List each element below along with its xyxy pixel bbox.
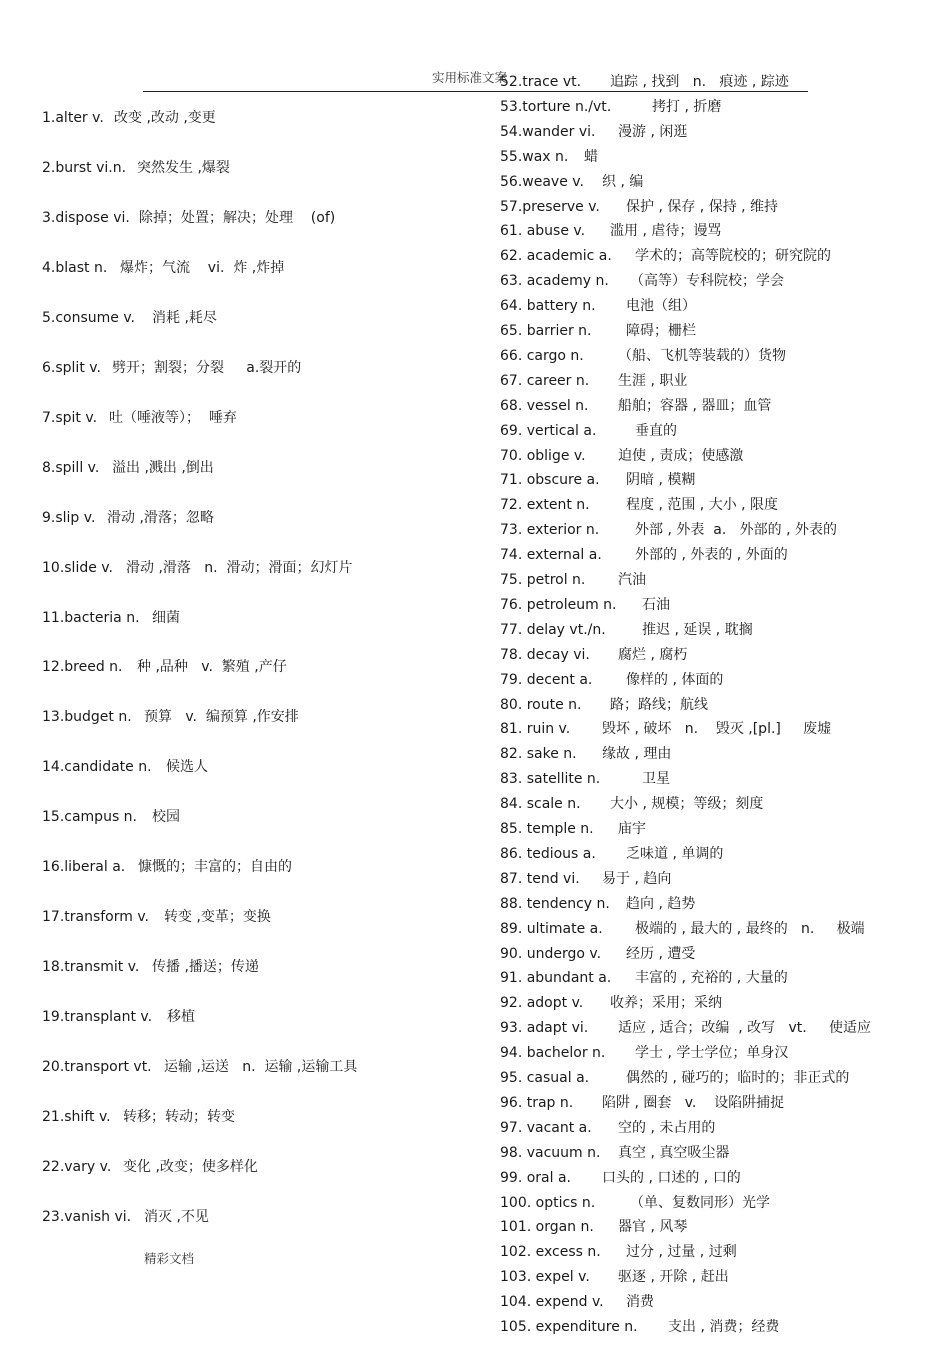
vocab-definition: 石油: [642, 597, 670, 613]
vocab-term: 98. vacuum n.: [500, 1145, 601, 1161]
vocab-entry: [500, 720, 831, 738]
vocab-term: 4.blast n.: [42, 260, 108, 276]
vocab-definition: 转变 ,变革；变换: [164, 909, 271, 925]
vocab-term: 83. satellite n.: [500, 771, 601, 787]
vocab-definition: 候选人: [166, 759, 208, 775]
vocab-definition: 易于 , 趋向: [602, 871, 672, 887]
vocab-term: 2.burst vi.n.: [42, 160, 127, 176]
vocab-entry: [500, 372, 687, 390]
vocab-definition: （高等）专科院校；学会: [630, 273, 784, 289]
vocab-term: 91. abundant a.: [500, 970, 612, 986]
vocab-entry: [500, 247, 831, 265]
vocab-definition: 外部 , 外表 a. 外部的 , 外表的: [635, 522, 837, 538]
vocab-definition: 推迟 , 延误 , 耽搁: [642, 622, 753, 638]
vocab-entry: [42, 259, 284, 277]
vocab-entry: [500, 969, 788, 987]
vocab-definition: 学术的；高等院校的；研究院的: [635, 248, 831, 264]
vocab-term: 11.bacteria n.: [42, 610, 140, 626]
vocab-term: 82. sake n.: [500, 746, 577, 762]
vocab-entry: [500, 1019, 871, 1037]
vocab-entry: [500, 98, 721, 116]
vocab-definition: 溢出 ,溅出 ,倒出: [112, 460, 214, 476]
vocab-entry: [500, 571, 646, 589]
vocab-definition: 生涯 , 职业: [618, 373, 688, 389]
vocab-term: 90. undergo v.: [500, 946, 602, 962]
vocab-term: 23.vanish vi.: [42, 1209, 132, 1225]
vocab-term: 72. extent n.: [500, 497, 590, 513]
vocab-definition: 收养；采用；采纳: [610, 995, 722, 1011]
vocab-term: 5.consume v.: [42, 310, 136, 326]
vocab-term: 86. tedious a.: [500, 846, 596, 862]
vocab-entry: [500, 895, 695, 913]
vocab-term: 75. petrol n.: [500, 572, 586, 588]
vocab-entry: [500, 696, 708, 714]
vocab-entry: [42, 309, 217, 327]
vocab-entry: [42, 209, 335, 227]
vocab-definition: 障碍；栅栏: [626, 323, 696, 339]
vocab-definition: 校园: [152, 809, 180, 825]
vocab-definition: 漫游 , 闲逛: [618, 124, 688, 140]
vocab-definition: 电池（组）: [626, 298, 696, 314]
vocab-term: 81. ruin v.: [500, 721, 571, 737]
vocab-definition: 船舶；容器 , 器皿；血管: [618, 398, 772, 414]
vocab-term: 97. vacant a.: [500, 1120, 592, 1136]
vocab-entry: [42, 1158, 258, 1176]
vocab-definition: 卫星: [642, 771, 670, 787]
vocab-entry: [500, 1119, 715, 1137]
vocab-term: 68. vessel n.: [500, 398, 589, 414]
vocab-definition: 偶然的 , 碰巧的；临时的；非正式的: [626, 1070, 850, 1086]
vocab-definition: 吐（唾液等）； 唾弃: [109, 410, 237, 426]
vocab-term: 15.campus n.: [42, 809, 138, 825]
vocab-definition: 运输 ,运送 n. 运输 ,运输工具: [164, 1059, 358, 1075]
vocab-definition: 路；路线；航线: [610, 697, 708, 713]
vocab-entry: [500, 770, 670, 788]
vocab-entry: [500, 272, 784, 290]
vocab-term: 53.torture n./vt.: [500, 99, 612, 115]
vocab-term: 3.dispose vi.: [42, 210, 130, 226]
vocab-entry: [42, 1058, 357, 1076]
vocab-definition: 蜡: [584, 149, 598, 165]
vocab-definition: 消耗 ,耗尽: [152, 310, 217, 326]
vocab-term: 62. academic a.: [500, 248, 612, 264]
vocab-entry: [500, 920, 865, 938]
vocab-definition: 程度 , 范围 , 大小 , 限度: [626, 497, 779, 513]
vocab-definition: 驱逐 , 开除 , 赶出: [618, 1269, 729, 1285]
vocab-entry: [500, 297, 696, 315]
vocab-definition: 陷阱 , 圈套 v. 设陷阱捕捉: [602, 1095, 785, 1111]
vocab-term: 74. external a.: [500, 547, 602, 563]
vocab-entry: [500, 447, 743, 465]
vocab-definition: 趋向 , 趋势: [626, 896, 696, 912]
vocab-entry: [500, 945, 695, 963]
vocab-entry: [500, 148, 598, 166]
vocab-term: 17.transform v.: [42, 909, 149, 925]
vocab-term: 64. battery n.: [500, 298, 596, 314]
vocab-term: 88. tendency n.: [500, 896, 610, 912]
vocab-term: 78. decay vi.: [500, 647, 590, 663]
vocab-term: 92. adopt v.: [500, 995, 584, 1011]
vocab-entry: [500, 1293, 654, 1311]
vocab-term: 66. cargo n.: [500, 348, 584, 364]
vocab-entry: [42, 808, 180, 826]
vocab-definition: 丰富的 , 充裕的 , 大量的: [635, 970, 788, 986]
vocab-entry: [500, 521, 837, 539]
vocab-entry: [500, 820, 646, 838]
vocab-definition: 过分 , 过量 , 过剩: [626, 1244, 737, 1260]
vocab-definition: 庙宇: [618, 821, 646, 837]
vocab-definition: 滥用 , 虐待；谩骂: [610, 223, 722, 239]
vocab-entry: [500, 845, 723, 863]
vocab-definition: 消灭 ,不见: [144, 1209, 209, 1225]
vocab-definition: 追踪 , 找到 n. 痕迹 , 踪迹: [610, 74, 789, 90]
vocab-entry: [42, 609, 180, 627]
vocab-definition: 极端的 , 最大的 , 最终的 n. 极端: [635, 921, 865, 937]
vocab-term: 73. exterior n.: [500, 522, 600, 538]
vocab-definition: 缘故 , 理由: [602, 746, 672, 762]
vocab-entry: [500, 322, 696, 340]
vocab-entry: [500, 621, 753, 639]
vocab-term: 95. casual a.: [500, 1070, 590, 1086]
vocab-definition: 经历 , 遭受: [626, 946, 696, 962]
vocab-term: 93. adapt vi.: [500, 1020, 589, 1036]
vocab-entry: [500, 1318, 779, 1336]
vocab-entry: [42, 359, 301, 377]
vocab-term: 77. delay vt./n.: [500, 622, 606, 638]
vocab-entry: [42, 1008, 195, 1026]
vocab-definition: 真空 , 真空吸尘器: [618, 1145, 730, 1161]
vocab-term: 65. barrier n.: [500, 323, 592, 339]
vocab-entry: [42, 109, 216, 127]
vocab-entry: [500, 1044, 788, 1062]
vocab-entry: [500, 1243, 737, 1261]
vocab-definition: 移植: [167, 1009, 195, 1025]
vocab-definition: 劈开；割裂；分裂 a.裂开的: [112, 360, 302, 376]
vocab-entry: [500, 646, 687, 664]
vocab-term: 70. oblige v.: [500, 448, 586, 464]
vocab-definition: 除掉；处置；解决；处理 (of): [139, 210, 336, 226]
vocab-definition: 像样的 , 体面的: [626, 672, 724, 688]
vocab-entry: [500, 596, 670, 614]
vocab-entry: [500, 73, 789, 91]
vocab-definition: 细菌: [152, 610, 180, 626]
vocab-entry: [42, 658, 287, 676]
vocab-definition: 滑动 ,滑落 n. 滑动；滑面；幻灯片: [126, 560, 353, 576]
vocab-entry: [500, 870, 671, 888]
vocab-definition: 织 , 编: [602, 174, 644, 190]
vocab-entry: [500, 1094, 784, 1112]
vocab-definition: 种 ,品种 v. 繁殖 ,产仔: [137, 659, 287, 675]
vocab-definition: 垂直的: [635, 423, 677, 439]
vocab-entry: [500, 222, 721, 240]
vocab-definition: 滑动 ,滑落；忽略: [107, 510, 214, 526]
vocab-term: 101. organ n.: [500, 1219, 594, 1235]
vocab-term: 8.spill v.: [42, 460, 100, 476]
vocab-definition: 外部的 , 外表的 , 外面的: [635, 547, 788, 563]
vocab-term: 57.preserve v.: [500, 199, 600, 215]
vocab-definition: 口头的 , 口述的 , 口的: [602, 1170, 741, 1186]
vocab-entry: [500, 347, 786, 365]
vocab-definition: 变化 ,改变；使多样化: [123, 1159, 258, 1175]
vocab-term: 12.breed n.: [42, 659, 123, 675]
vocab-definition: 学士 , 学士学位；单身汉: [635, 1045, 789, 1061]
vocab-entry: [42, 159, 230, 177]
vocab-term: 14.candidate n.: [42, 759, 152, 775]
vocab-definition: 乏味道 , 单调的: [626, 846, 724, 862]
vocab-entry: [42, 459, 214, 477]
vocab-term: 7.spit v.: [42, 410, 98, 426]
vocab-entry: [500, 397, 771, 415]
vocab-term: 13.budget n.: [42, 709, 132, 725]
vocab-entry: [42, 1208, 209, 1226]
vocab-term: 6.split v.: [42, 360, 101, 376]
vocab-term: 69. vertical a.: [500, 423, 597, 439]
vocab-term: 67. career n.: [500, 373, 590, 389]
vocab-entry: [42, 509, 214, 527]
vocab-entry: [500, 1268, 729, 1286]
vocab-entry: [500, 994, 722, 1012]
vocab-entry: [500, 671, 723, 689]
vocab-definition: 阴暗 , 模糊: [626, 472, 696, 488]
vocab-term: 16.liberal a.: [42, 859, 126, 875]
vocab-entry: [500, 745, 671, 763]
vocab-term: 61. abuse v.: [500, 223, 586, 239]
vocab-entry: [42, 708, 299, 726]
vocab-definition: 大小 , 规模；等级；刻度: [610, 796, 764, 812]
vocab-entry: [42, 409, 237, 427]
vocab-term: 105. expenditure n.: [500, 1319, 638, 1335]
vocab-entry: [500, 198, 778, 216]
vocab-entry: [42, 958, 259, 976]
page-header: 实用标准文案: [432, 70, 508, 85]
vocab-term: 18.transmit v.: [42, 959, 140, 975]
vocab-term: 102. excess n.: [500, 1244, 601, 1260]
vocab-term: 54.wander vi.: [500, 124, 596, 140]
vocab-term: 52.trace vt.: [500, 74, 582, 90]
vocab-entry: [42, 858, 292, 876]
vocab-term: 100. optics n.: [500, 1195, 596, 1211]
vocab-term: 89. ultimate a.: [500, 921, 603, 937]
header-rule: [143, 91, 808, 92]
vocab-term: 104. expend v.: [500, 1294, 604, 1310]
vocab-definition: 汽油: [618, 572, 646, 588]
vocab-term: 103. expel v.: [500, 1269, 590, 1285]
vocab-term: 22.vary v.: [42, 1159, 112, 1175]
vocab-entry: [500, 173, 643, 191]
vocab-definition: 器官 , 风琴: [618, 1219, 688, 1235]
vocab-definition: 消费: [626, 1294, 654, 1310]
vocab-definition: 传播 ,播送；传递: [152, 959, 259, 975]
vocab-definition: 迫使 , 责成；使感激: [618, 448, 744, 464]
vocab-term: 87. tend vi.: [500, 871, 580, 887]
vocab-definition: 改变 ,改动 ,变更: [114, 110, 216, 126]
vocab-definition: 支出 , 消费；经费: [668, 1319, 780, 1335]
vocab-definition: 慷慨的；丰富的；自由的: [138, 859, 292, 875]
vocab-definition: （船、飞机等装载的）货物: [618, 348, 786, 364]
vocab-definition: 腐烂 , 腐朽: [618, 647, 688, 663]
vocab-entry: [500, 422, 677, 440]
vocab-term: 10.slide v.: [42, 560, 113, 576]
vocab-entry: [500, 123, 687, 141]
vocab-entry: [500, 1069, 849, 1087]
vocab-entry: [42, 1108, 235, 1126]
page-footer: 精彩文档: [144, 1251, 195, 1266]
vocab-term: 85. temple n.: [500, 821, 594, 837]
vocab-entry: [500, 496, 778, 514]
vocab-term: 63. academy n.: [500, 273, 609, 289]
vocab-definition: 毁坏 , 破坏 n. 毁灭 ,[pl.] 废墟: [602, 721, 832, 737]
vocab-term: 71. obscure a.: [500, 472, 600, 488]
vocab-definition: 突然发生 ,爆裂: [137, 160, 230, 176]
vocab-entry: [500, 1194, 770, 1212]
vocab-entry: [42, 908, 271, 926]
vocab-definition: （单、复数同形）光学: [630, 1195, 770, 1211]
vocab-entry: [500, 546, 788, 564]
vocab-entry: [42, 559, 352, 577]
vocab-entry: [500, 1144, 729, 1162]
vocab-term: 1.alter v.: [42, 110, 104, 126]
vocab-definition: 爆炸；气流 vi. 炸 ,炸掉: [120, 260, 285, 276]
vocab-entry: [42, 758, 208, 776]
vocab-term: 76. petroleum n.: [500, 597, 617, 613]
vocab-entry: [500, 795, 763, 813]
vocab-entry: [500, 1169, 741, 1187]
vocab-definition: 适应 , 适合；改编 , 改写 vt. 使适应: [618, 1020, 871, 1036]
vocab-term: 19.transplant v.: [42, 1009, 153, 1025]
vocab-term: 99. oral a.: [500, 1170, 571, 1186]
vocab-term: 55.wax n.: [500, 149, 569, 165]
vocab-definition: 保护 , 保存 , 保持 , 维持: [626, 199, 779, 215]
vocab-entry: [500, 471, 695, 489]
vocab-term: 21.shift v.: [42, 1109, 111, 1125]
vocab-term: 94. bachelor n.: [500, 1045, 606, 1061]
vocab-definition: 拷打 , 折磨: [652, 99, 722, 115]
vocab-term: 56.weave v.: [500, 174, 584, 190]
vocab-term: 80. route n.: [500, 697, 582, 713]
vocab-term: 84. scale n.: [500, 796, 581, 812]
vocab-definition: 空的 , 未占用的: [618, 1120, 716, 1136]
vocab-term: 79. decent a.: [500, 672, 593, 688]
vocab-term: 20.transport vt.: [42, 1059, 152, 1075]
vocab-term: 96. trap n.: [500, 1095, 574, 1111]
vocab-definition: 预算 v. 编预算 ,作安排: [144, 709, 299, 725]
vocab-term: 9.slip v.: [42, 510, 96, 526]
vocab-entry: [500, 1218, 687, 1236]
vocab-definition: 转移；转动；转变: [123, 1109, 235, 1125]
